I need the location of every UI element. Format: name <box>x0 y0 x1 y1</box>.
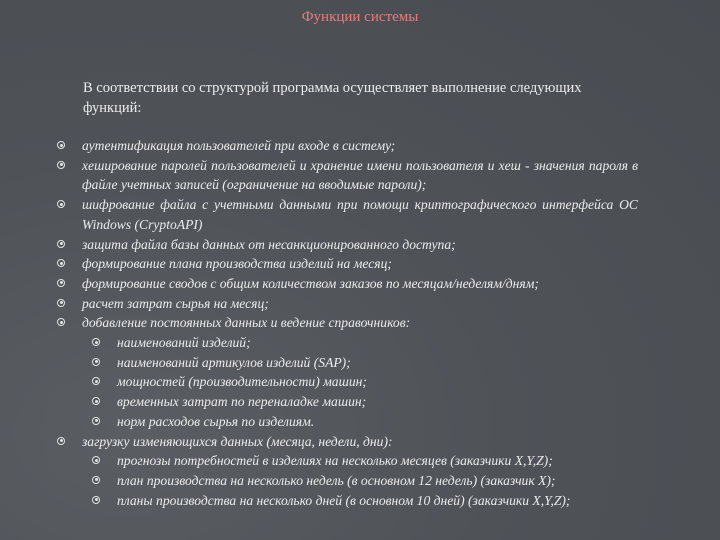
bullet-icon <box>57 259 65 267</box>
sublist-loading <box>82 451 638 510</box>
function-list <box>0 136 638 510</box>
bullet-icon <box>57 318 65 326</box>
list-item: хеширование паролей пользователей и хранение имени пользователя и хеш - значения пароля в файле учетных записей (ограничение на вводимые пароли); <box>82 156 638 195</box>
bullet-icon <box>92 476 100 484</box>
list-item: формирование сводов с общим количеством заказов по месяцам/неделям/дням; <box>82 274 638 294</box>
bullet-icon <box>92 358 100 366</box>
sublist-item: прогнозы потребностей в изделиях на несколько месяцев (заказчики X,Y,Z); <box>117 451 638 471</box>
sublist-item: план производства на несколько недель (в основном 12 недель) (заказчик X); <box>117 471 638 491</box>
bullet-icon <box>57 299 65 307</box>
list-item: добавление постоянных данных и ведение справочников: наименований изделий; наименований артикулов изделий (SAP); мощностей (производительности) машин; временных затрат по переналадке машин; норм расходов сырья по изделиям. <box>82 313 638 431</box>
bullet-icon <box>92 417 100 425</box>
bullet-icon <box>92 338 100 346</box>
slide-title: Функции системы <box>301 9 419 25</box>
list-item: формирование плана производства изделий на месяц; <box>82 254 638 274</box>
sublist-item: норм расходов сырья по изделиям. <box>117 412 638 432</box>
bullet-icon <box>92 456 100 464</box>
sublist-item: наименований изделий; <box>117 333 638 353</box>
list-item: загрузку изменяющихся данных (месяца, недели, дни): прогнозы потребностей в изделиях на несколько месяцев (заказчики X,Y,Z); план производства на несколько недель (в основном 12 недель) (заказчик X); планы производства на несколько дней (в основном 10 дней) (заказчики X,Y,Z); <box>82 432 638 511</box>
bullet-icon <box>57 279 65 287</box>
list-item: расчет затрат сырья на месяц; <box>82 294 638 314</box>
list-item: шифрование файла с учетными данными при помощи криптографического интерфейса ОС Windows (CryptoAPI) <box>82 195 638 234</box>
list-item: аутентификация пользователей при входе в систему; <box>82 136 638 156</box>
sublist-directories <box>82 333 638 432</box>
sublist-item: мощностей (производительности) машин; <box>117 372 638 392</box>
sublist-item: планы производства на несколько дней (в основном 10 дней) (заказчики X,Y,Z); <box>117 491 638 511</box>
bullet-icon <box>57 141 65 149</box>
bullet-icon <box>57 200 65 208</box>
bullet-icon <box>57 161 65 169</box>
bullet-icon <box>57 240 65 248</box>
intro-paragraph: В соответствии со структурой программа осуществляет выполнение следующих функций: <box>83 80 582 116</box>
sublist-item: наименований артикулов изделий (SAP); <box>117 353 638 373</box>
bullet-icon <box>57 437 65 445</box>
bullet-icon <box>92 397 100 405</box>
bullet-icon <box>92 496 100 504</box>
list-item: защита файла базы данных от несанкционированного доступа; <box>82 235 638 255</box>
sublist-item: временных затрат по переналадке машин; <box>117 392 638 412</box>
bullet-icon <box>92 377 100 385</box>
